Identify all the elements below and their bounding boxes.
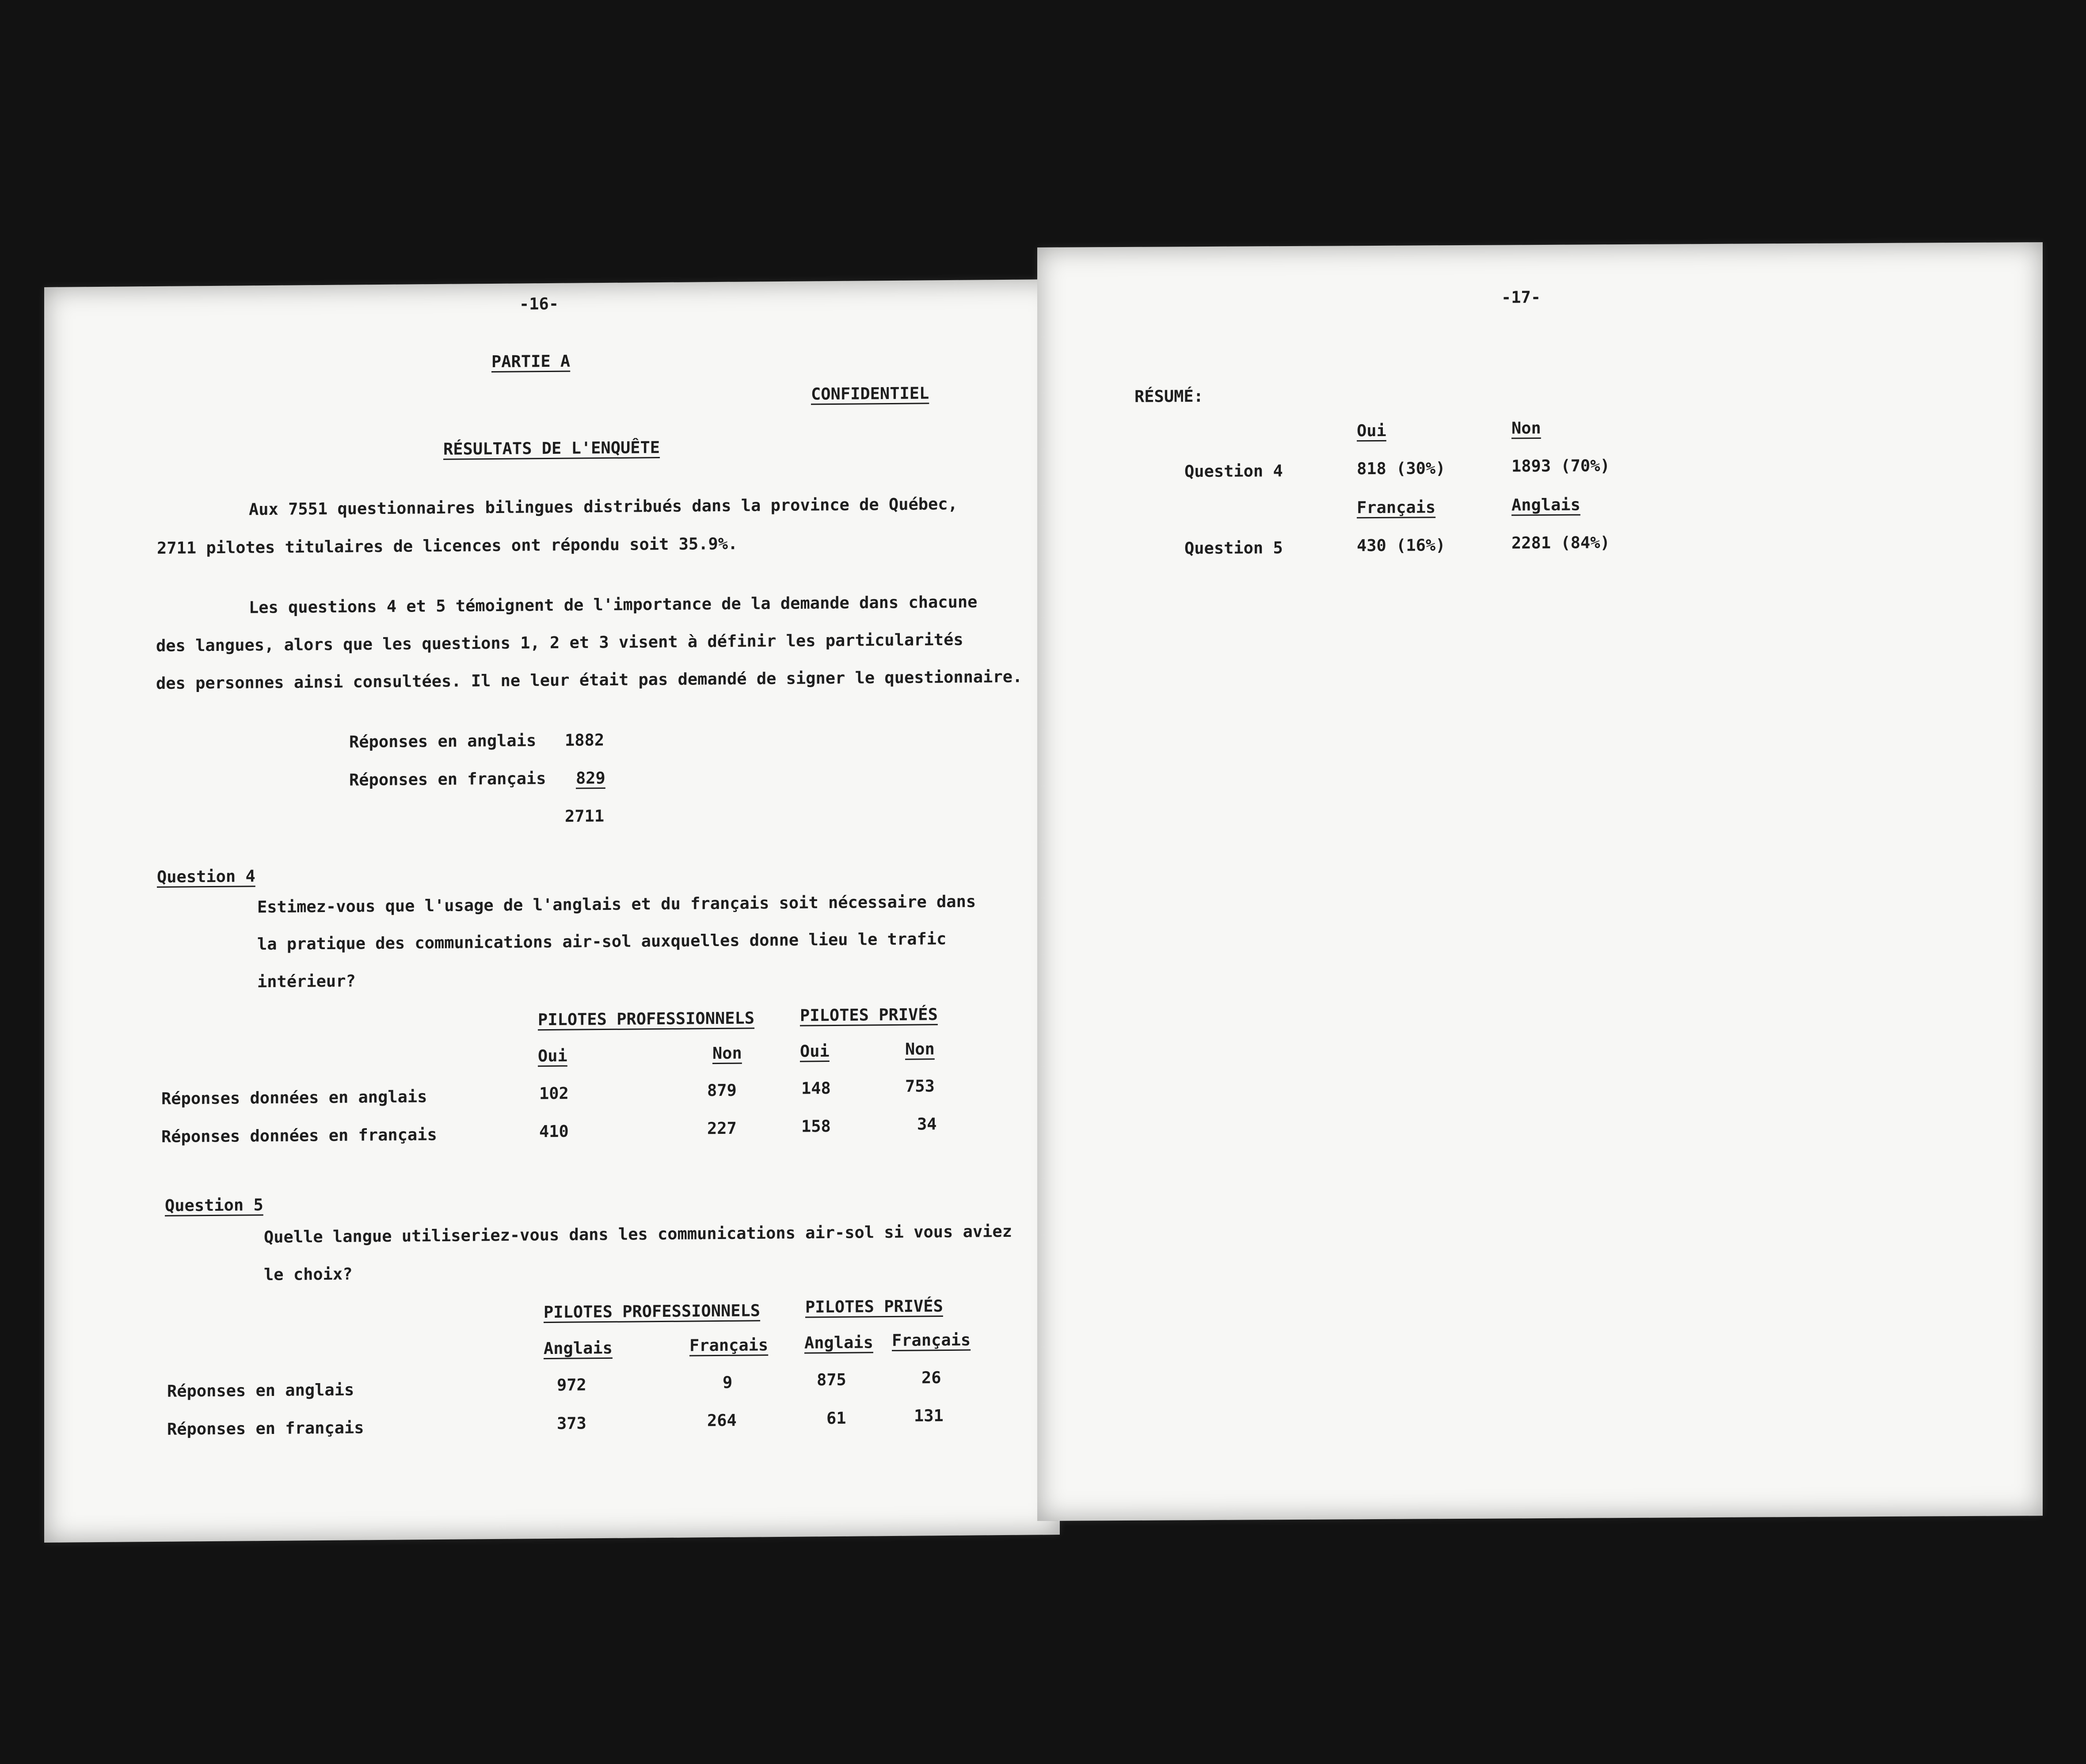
q5-cell: 264 <box>707 1410 737 1430</box>
question-4-text: intérieur? <box>257 971 356 992</box>
paragraph-line: 2711 pilotes titulaires de licences ont répondu soit 35.9%. <box>157 534 738 558</box>
q5-cell: 26 <box>921 1368 941 1388</box>
question-5-heading: Question 5 <box>165 1195 263 1215</box>
q4-row-label: Réponses données en anglais <box>161 1087 427 1108</box>
q4-row-label: Réponses données en français <box>161 1125 437 1146</box>
q5-col-english: Anglais <box>1511 495 1580 515</box>
q4-col-no: Non <box>712 1043 742 1063</box>
paragraph-line: des personnes ainsi consultées. Il ne leur était pas demandé de signer le questionnaire. <box>156 667 1023 693</box>
question-5-text: le choix? <box>264 1264 353 1285</box>
question-4-heading: Question 4 <box>157 867 255 886</box>
summary-q4-yes: 818 (30%) <box>1357 459 1446 479</box>
page-number: -17- <box>1501 288 1541 307</box>
q4-group-private: PILOTES PRIVÉS <box>800 1005 938 1025</box>
summary-q4-label: Question 4 <box>1184 461 1283 481</box>
responses-english-value: 1882 <box>565 730 605 750</box>
q4-cell: 227 <box>707 1118 737 1138</box>
paragraph-line: Les questions 4 et 5 témoignent de l'importance de la demande dans chacune <box>249 592 978 617</box>
responses-english-label: Réponses en anglais <box>349 731 537 752</box>
confidential-label: CONFIDENTIEL <box>811 384 929 404</box>
q5-row-label: Réponses en français <box>167 1418 364 1439</box>
q5-cell: 9 <box>723 1372 733 1392</box>
q4-group-professional: PILOTES PROFESSIONNELS <box>538 1008 755 1030</box>
summary-q5-french: 430 (16%) <box>1357 536 1446 555</box>
right-page <box>1037 242 2043 1521</box>
question-5-text: Quelle langue utiliseriez-vous dans les communications air-sol si vous aviez <box>264 1221 1012 1247</box>
q4-col-yes: Oui <box>800 1042 830 1061</box>
q4-cell: 102 <box>539 1083 569 1103</box>
q4-cell: 879 <box>707 1080 737 1100</box>
summary-q5-english: 2281 (84%) <box>1511 533 1610 553</box>
q4-col-no: Non <box>905 1039 935 1059</box>
responses-total: 2711 <box>565 806 605 826</box>
q5-cell: 875 <box>817 1370 846 1390</box>
summary-q5-label: Question 5 <box>1184 538 1283 558</box>
q5-col-english: Anglais <box>544 1338 613 1358</box>
responses-french-value: 829 <box>576 768 605 788</box>
q5-cell: 373 <box>557 1414 586 1433</box>
q5-cell: 131 <box>914 1406 944 1426</box>
question-4-text: la pratique des communications air-sol auxquelles donne lieu le trafic <box>257 929 947 954</box>
q4-col-yes: Oui <box>538 1046 567 1066</box>
q4-col-no: Non <box>1511 418 1541 438</box>
summary-title: RÉSUMÉ: <box>1134 387 1203 406</box>
q5-group-professional: PILOTES PROFESSIONNELS <box>544 1301 761 1322</box>
part-heading: PARTIE A <box>491 351 571 372</box>
question-4-text: Estimez-vous que l'usage de l'anglais et du français soit nécessaire dans <box>257 892 976 917</box>
left-page <box>44 279 1060 1543</box>
q5-col-french: Français <box>892 1330 971 1350</box>
q4-cell: 34 <box>917 1114 937 1134</box>
summary-q4-no: 1893 (70%) <box>1511 456 1610 476</box>
q5-group-private: PILOTES PRIVÉS <box>805 1296 943 1317</box>
section-title: RÉSULTATS DE L'ENQUÊTE <box>443 438 660 459</box>
q5-cell: 972 <box>557 1375 586 1395</box>
responses-french-label: Réponses en français <box>349 769 546 790</box>
q5-row-label: Réponses en anglais <box>167 1380 354 1401</box>
q4-cell: 753 <box>905 1076 935 1096</box>
q5-cell: 61 <box>826 1408 846 1428</box>
q5-col-french: Français <box>689 1335 769 1355</box>
q5-col-english: Anglais <box>804 1333 873 1353</box>
q5-col-french: Français <box>1357 498 1436 517</box>
paragraph-line: Aux 7551 questionnaires bilingues distribués dans la province de Québec, <box>249 494 958 519</box>
q4-cell: 148 <box>801 1079 831 1098</box>
paragraph-line: des langues, alors que les questions 1, 2 et 3 visent à définir les particularités <box>156 630 963 656</box>
q4-col-yes: Oui <box>1357 421 1386 441</box>
page-number: -16- <box>519 294 559 314</box>
q4-cell: 158 <box>801 1117 831 1136</box>
q4-cell: 410 <box>539 1122 569 1141</box>
